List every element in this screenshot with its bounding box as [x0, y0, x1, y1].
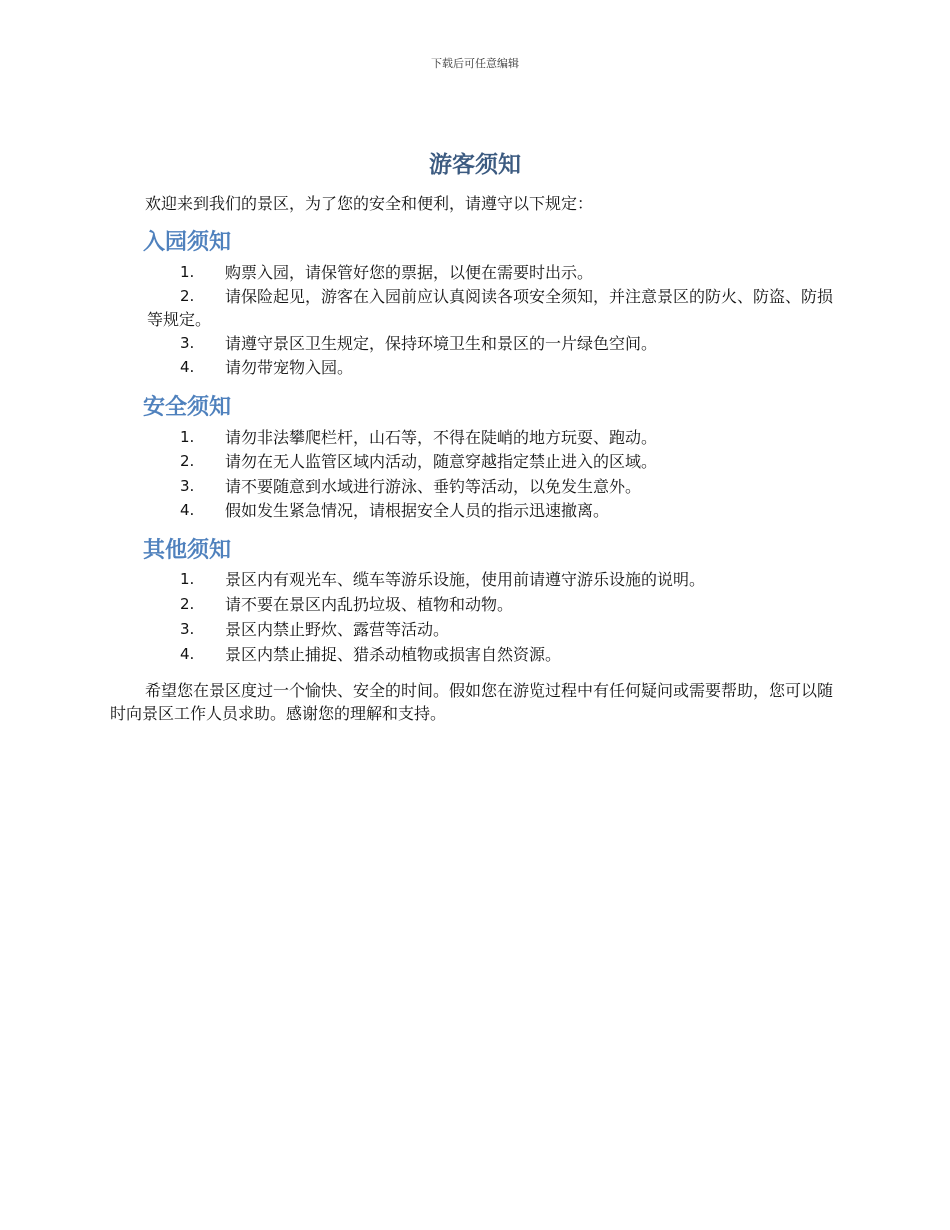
list-item	[147, 285, 837, 331]
section-heading-other: 其他须知	[143, 538, 232, 563]
list-item-number: 3.	[180, 620, 195, 638]
list-item-text: 请勿在无人监管区域内活动，随意穿越指定禁止进入的区域。	[225, 452, 658, 471]
list-item-number: 3.	[180, 477, 195, 495]
list-item-number: 1.	[180, 570, 195, 588]
list-item	[147, 593, 837, 616]
list-item-number: 2.	[180, 595, 195, 613]
list-item-text: 假如发生紧急情况，请根据安全人员的指示迅速撤离。	[225, 501, 610, 520]
list-item-number: 3.	[180, 334, 195, 352]
list-item-text: 景区内禁止野炊、露营等活动。	[225, 620, 450, 639]
list-item-number: 1.	[180, 428, 195, 446]
list-item	[147, 332, 837, 355]
list-item	[147, 618, 837, 641]
list-item-text: 请不要在景区内乱扔垃圾、植物和动物。	[225, 595, 514, 614]
list-item-number: 2.	[180, 452, 195, 470]
list-item-number: 4.	[180, 501, 195, 519]
list-item-text: 请遵守景区卫生规定，保持环境卫生和景区的一片绿色空间。	[225, 334, 658, 353]
list-item-number: 2.	[180, 287, 195, 305]
list-item-number: 4.	[180, 358, 195, 376]
section-heading-entry: 入园须知	[143, 230, 232, 255]
intro-paragraph: 欢迎来到我们的景区，为了您的安全和便利，请遵守以下规定：	[145, 194, 594, 213]
list-item	[147, 426, 837, 449]
list-item-text: 请保险起见，游客在入园前应认真阅读各项安全须知，并注意景区的防火、防盗、防损等规定。	[147, 287, 834, 329]
closing-paragraph: 希望您在景区度过一个愉快、安全的时间。假如您在游览过程中有任何疑问或需要帮助，您可以随时向景区工作人员求助。感谢您的理解和支持。	[110, 681, 834, 723]
list-item-text: 请勿带宠物入园。	[225, 358, 354, 377]
list-item-number: 4.	[180, 645, 195, 663]
list-item	[147, 499, 837, 522]
list-item	[147, 261, 837, 284]
list-item-text: 请不要随意到水域进行游泳、垂钓等活动，以免发生意外。	[225, 477, 642, 496]
list-item-text: 景区内禁止捕捉、猎杀动植物或损害自然资源。	[225, 645, 562, 664]
section-heading-safety: 安全须知	[143, 395, 232, 420]
list-item-text: 景区内有观光车、缆车等游乐设施，使用前请遵守游乐设施的说明。	[225, 570, 706, 589]
list-item-text: 请勿非法攀爬栏杆，山石等，不得在陡峭的地方玩耍、跑动。	[225, 428, 658, 447]
page-header-note: 下载后可任意编辑	[431, 57, 519, 70]
list-item-text: 购票入园，请保管好您的票据，以便在需要时出示。	[225, 263, 594, 282]
document-title: 游客须知	[429, 152, 521, 178]
list-item	[147, 450, 837, 473]
list-item	[147, 356, 837, 379]
list-item	[147, 568, 837, 591]
list-item-number: 1.	[180, 263, 195, 281]
list-item	[147, 475, 837, 498]
list-item	[147, 643, 837, 666]
